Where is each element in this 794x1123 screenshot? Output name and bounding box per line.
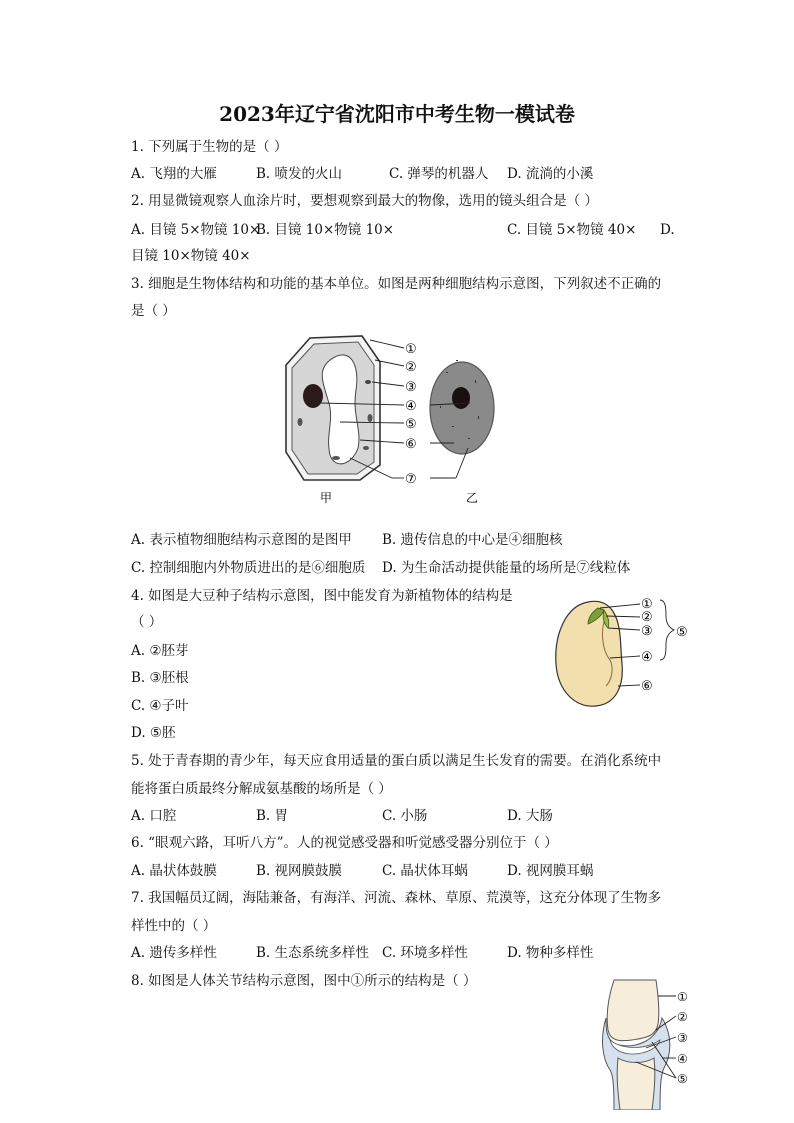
q4-option-b: B. ③胚根 bbox=[131, 670, 189, 686]
question-4-stem-cont: （ ） bbox=[131, 614, 163, 630]
question-7-stem: 7. 我国幅员辽阔，海陆兼备，有海洋、河流、森林、草原、荒漠等，这充分体现了生物多 bbox=[131, 890, 662, 906]
seed-label-5: ⑤ bbox=[676, 625, 688, 640]
q3-option-b: B. 遗传信息的中心是④细胞核 bbox=[382, 532, 563, 548]
q3-option-d: D. 为生命活动提供能量的场所是⑦线粒体 bbox=[382, 560, 631, 576]
q4-option-d: D. ⑤胚 bbox=[131, 725, 176, 741]
q2-option-c: C. 目镜 5×物镜 40× bbox=[507, 222, 637, 238]
cell-label-5: ⑤ bbox=[405, 417, 417, 432]
q3-option-c: C. 控制细胞内外物质进出的是⑥细胞质 bbox=[131, 560, 366, 576]
joint-label-2: ② bbox=[677, 1010, 688, 1024]
soybean-seed-diagram bbox=[548, 594, 698, 712]
cell-label-1: ① bbox=[405, 342, 417, 357]
q1-option-d: D. 流淌的小溪 bbox=[507, 166, 594, 182]
question-6-stem: 6. “眼观六路，耳听八方”。人的视觉感受器和听觉感受器分别位于（ ） bbox=[131, 835, 558, 851]
question-3-stem-cont: 是（ ） bbox=[131, 303, 176, 319]
q5-option-b: B. 胃 bbox=[256, 808, 289, 824]
cell-caption-right: 乙 bbox=[466, 491, 479, 505]
q6-option-c: C. 晶状体耳蜗 bbox=[382, 863, 468, 879]
joint-label-1: ① bbox=[677, 990, 688, 1004]
q6-option-b: B. 视网膜鼓膜 bbox=[256, 863, 343, 879]
q7-option-c: C. 环境多样性 bbox=[382, 945, 468, 961]
q5-option-d: D. 大肠 bbox=[507, 808, 553, 824]
seed-label-4: ④ bbox=[641, 650, 653, 665]
question-4-stem: 4. 如图是大豆种子结构示意图，图中能发育为新植物体的结构是 bbox=[131, 588, 513, 604]
question-5-stem: 5. 处于青春期的青少年，每天应食用适量的蛋白质以满足生长发育的需要。在消化系统中 bbox=[131, 753, 662, 769]
cell-label-7: ⑦ bbox=[405, 472, 417, 487]
question-2-stem: 2. 用显微镜观察人血涂片时，要想观察到最大的物像，选用的镜头组合是（ ） bbox=[131, 193, 598, 209]
q6-option-a: A. 晶状体鼓膜 bbox=[131, 863, 217, 879]
q2-option-d-label: D. bbox=[660, 222, 675, 238]
question-5-stem-cont: 能将蛋白质最终分解成氨基酸的场所是（ ） bbox=[131, 781, 392, 797]
joint-label-3: ③ bbox=[677, 1031, 688, 1045]
cell-label-6: ⑥ bbox=[405, 437, 417, 452]
cell-caption-left: 甲 bbox=[320, 491, 333, 505]
q5-option-a: A. 口腔 bbox=[131, 808, 177, 824]
joint-structure-diagram bbox=[592, 978, 722, 1110]
q7-option-d: D. 物种多样性 bbox=[507, 945, 594, 961]
q2-option-a: A. 目镜 5×物镜 10× bbox=[131, 222, 261, 238]
q3-option-a: A. 表示植物细胞结构示意图的是图甲 bbox=[131, 532, 352, 548]
q7-option-b: B. 生态系统多样性 bbox=[256, 945, 370, 961]
cell-label-3: ③ bbox=[405, 380, 417, 395]
q6-option-d: D. 视网膜耳蜗 bbox=[507, 863, 594, 879]
cell-label-4: ④ bbox=[405, 399, 417, 414]
q7-option-a: A. 遗传多样性 bbox=[131, 945, 217, 961]
q4-option-a: A. ②胚芽 bbox=[131, 643, 189, 659]
seed-label-3: ③ bbox=[641, 624, 653, 639]
q1-option-a: A. 飞翔的大雁 bbox=[131, 166, 217, 182]
q1-option-c: C. 弹琴的机器人 bbox=[389, 166, 489, 182]
q2-option-b: B. 目镜 10×物镜 10× bbox=[256, 222, 395, 238]
seed-label-6: ⑥ bbox=[641, 679, 653, 694]
question-8-stem: 8. 如图是人体关节结构示意图，图中①所示的结构是（ ） bbox=[131, 973, 477, 989]
seed-label-1: ① bbox=[641, 597, 653, 612]
q4-option-c: C. ④子叶 bbox=[131, 698, 189, 714]
question-7-stem-cont: 样性中的（ ） bbox=[131, 918, 217, 934]
q5-option-c: C. 小肠 bbox=[382, 808, 428, 824]
joint-label-4: ④ bbox=[677, 1052, 688, 1066]
joint-label-5: ⑤ bbox=[677, 1072, 688, 1086]
question-1-stem: 1. 下列属于生物的是（ ） bbox=[131, 139, 288, 155]
seed-label-2: ② bbox=[641, 610, 653, 625]
cell-structure-diagram bbox=[280, 330, 520, 510]
q1-option-b: B. 喷发的火山 bbox=[256, 166, 343, 182]
cell-label-2: ② bbox=[405, 360, 417, 375]
page-title: 2023年辽宁省沈阳市中考生物一模试卷 bbox=[219, 102, 575, 126]
q2-option-d: 目镜 10×物镜 40× bbox=[131, 248, 251, 264]
question-3-stem: 3. 细胞是生物体结构和功能的基本单位。如图是两种细胞结构示意图，下列叙述不正确的 bbox=[131, 276, 662, 292]
